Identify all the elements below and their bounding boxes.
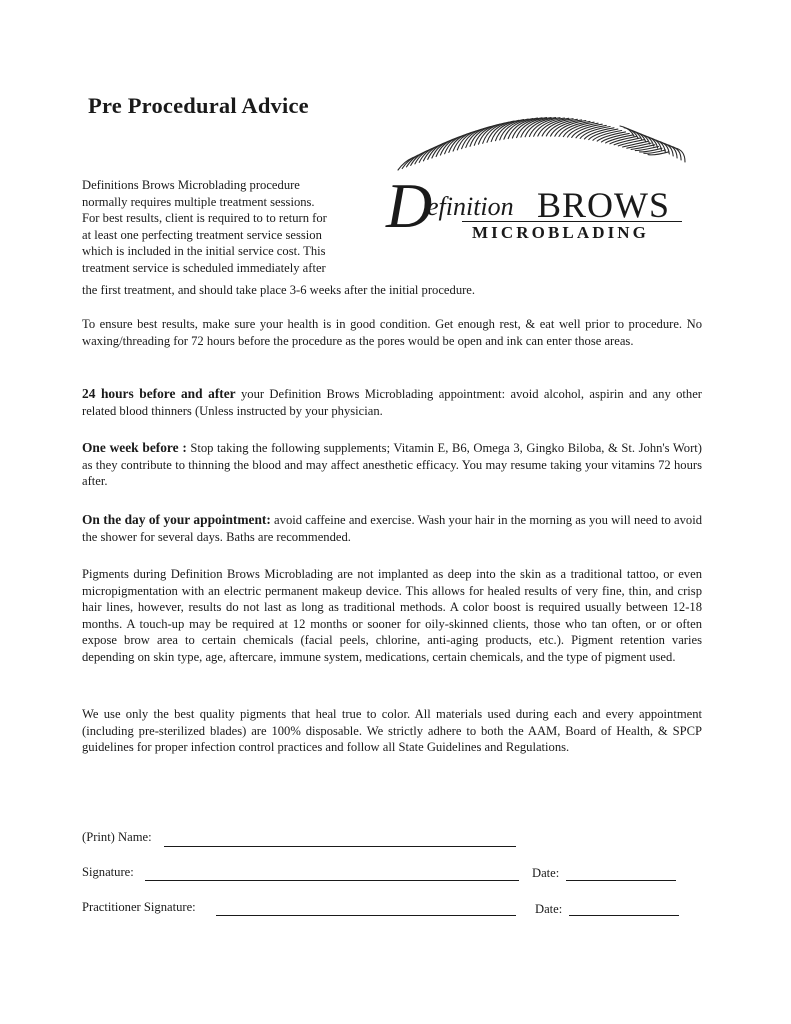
signature-label: Signature: — [82, 865, 134, 879]
day-of-heading: On the day of your appointment: — [82, 512, 271, 527]
quality-paragraph: We use only the best quality pigments that heal true to color. All materials used during each and every appointment (including pre-sterilized blades) are 100% disposable. We strictly adhere to both the AAM, Board of Health, & SPCP guidelines for proper infection control practices and follow all State Guidelines and Regulations. — [82, 707, 702, 755]
pigments-paragraph: Pigments during Definition Brows Microblading are not implanted as deep into the skin as a traditional tattoo, or even micropigmentation with an electric permanent makeup device. This allows for healed results of very fine, thin, and crisp hair lines, however, results do not last as long as traditional methods. A color boost is required usually between 12-18 months. A touch-up may be required at 12 months or sooner for oily-skinned clients, those who tan often, or or often expose brow area to certain chemicals (facial peels, chlorine, anti-aging products, etc.). Pigment retention varies depending on skin type, age, aftercare, immune system, medications, certain chemicals, and the type of pigment used. — [82, 567, 702, 664]
date-line[interactable] — [566, 880, 676, 881]
24-hours-paragraph — [82, 386, 702, 419]
print-name-line[interactable] — [164, 846, 516, 847]
date-label: Date: — [532, 866, 560, 880]
intro-line: For best results, client is required to to return for — [82, 211, 327, 226]
day-of-text: avoid caffeine and exercise. Wash your hair in the morning as you will need to avoid the shower for several days. Baths are recommended. — [82, 513, 702, 544]
print-name-label: (Print) Name: — [82, 830, 152, 844]
signature-line[interactable] — [145, 880, 519, 881]
intro-paragraph — [82, 177, 382, 277]
intro-line: normally requires multiple treatment sessions. — [82, 194, 315, 209]
practitioner-signature-label: Practitioner Signature: — [82, 900, 196, 914]
intro-line: at least one perfecting treatment service session — [82, 227, 322, 242]
day-of-paragraph — [82, 512, 702, 545]
health-paragraph: To ensure best results, make sure your health is in good condition. Get enough rest, & eat well prior to procedure. No waxing/threading for 72 hours before the procedure as the pores would be open and ink can enter those areas. — [82, 317, 702, 348]
logo-script-text: efinition — [427, 192, 514, 221]
definition-brows-logo — [380, 96, 690, 246]
logo-divider — [462, 221, 682, 222]
intro-line: treatment service is scheduled immediately after — [82, 260, 326, 275]
logo-script-letter: D — [386, 170, 433, 241]
intro-line: which is included in the initial service cost. This — [82, 244, 326, 259]
intro-line-last: the first treatment, and should take place 3-6 weeks after the initial procedure. — [82, 283, 476, 297]
logo-tagline: MICROBLADING — [472, 223, 649, 242]
practitioner-date-line[interactable] — [569, 915, 679, 916]
practitioner-date-label: Date: — [535, 902, 563, 916]
one-week-text: Stop taking the following supplements; Vitamin E, B6, Omega 3, Gingko Biloba, & St. John's Wort) as they contribute to thinning the blood and may affect anesthetic efficacy. You may resume taking your vitamins 72 hours after. — [82, 441, 702, 489]
intro-line: Definitions Brows Microblading procedure — [82, 178, 300, 192]
logo-brand: BROWS — [537, 185, 671, 225]
24-hours-heading: 24 hours before and after — [82, 386, 236, 401]
24-hours-text: your Definition Brows Microblading appointment: avoid alcohol, aspirin and any other related blood thinners (Unless instructed by your physician. — [82, 387, 703, 418]
one-week-heading: One week before : — [82, 440, 187, 455]
page-title: Pre Procedural Advice — [88, 93, 309, 118]
practitioner-signature-line[interactable] — [216, 915, 516, 916]
one-week-paragraph — [82, 440, 702, 490]
